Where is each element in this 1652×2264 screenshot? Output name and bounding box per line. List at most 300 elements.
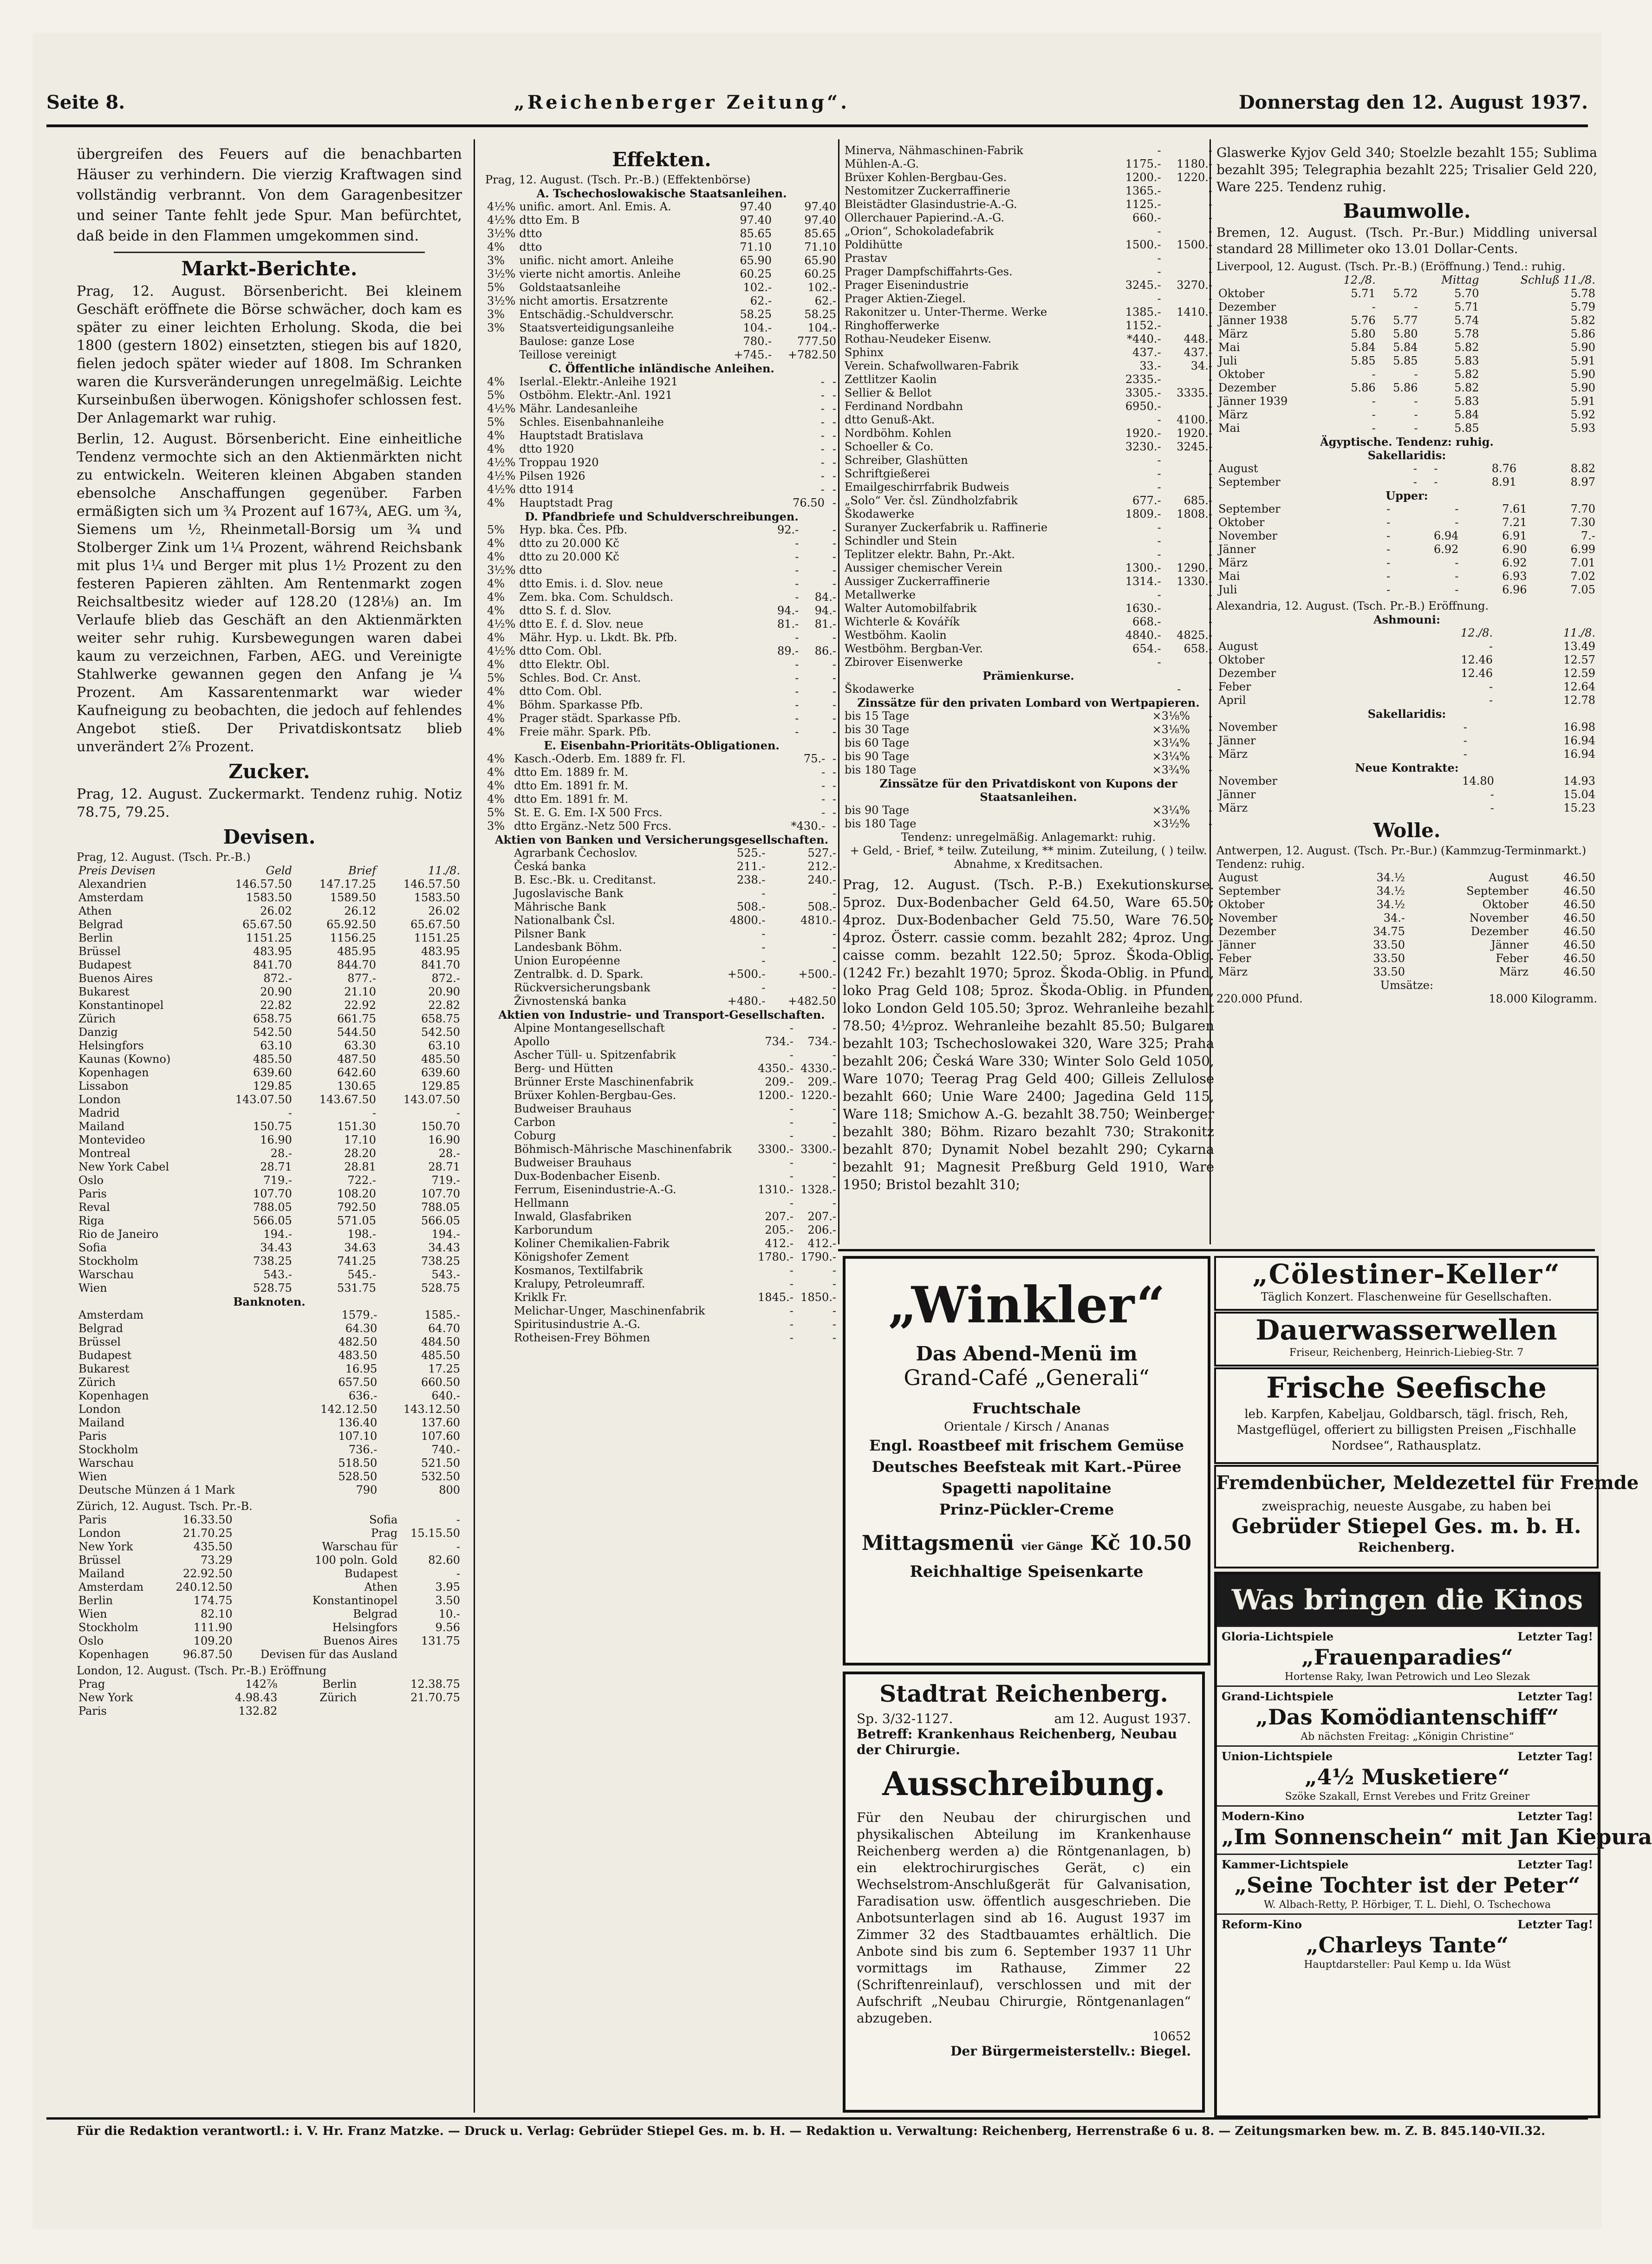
- table-cell: Dezember: [1470, 925, 1528, 938]
- currencies-title: Devisen.: [223, 826, 316, 848]
- table-cell: 62.-: [750, 294, 772, 307]
- table-cell: dtto zu 20.000 Kč: [519, 550, 619, 563]
- industry-row: [843, 575, 1214, 588]
- table-cell: 7.-: [1580, 529, 1595, 542]
- industry-row: [843, 252, 1214, 265]
- table-cell: 132.82: [238, 1705, 278, 1718]
- tender-date: am 12. August 1937.: [1054, 1711, 1191, 1726]
- table-cell: 1152.-: [1125, 319, 1161, 332]
- execution-prices: Prag, 12. August. (Tsch. P.-B.) Exekutionskurse. 5proz. Dux-Bodenbacher Geld 64.50, Ware 65.50; 4proz. Dux-Bodenbacher Geld 75.50, Ware 76.50; 4proz. Österr. cassie comm. bezahlt 282; 4proz. Ung. caisse comm. bezahlt 122.50; 5proz. Škoda-Oblig. (1242 Fr.) bezahlt 1970; 5proz. Škoda-Oblig. in Pfund, loko Prag Geld 108; 5proz. Škoda-Oblig. in Pfunden, loko London Geld 105.50; 3proz. Wehranleihe bezahlt 78.50; 4½proz. Wehranleihe bezahlt 85.50; Bulgaren bezahlt 103; Tschechoslowakei 320, Ware 325; Praha bezahlt 206; Česká Ware 330; Winter Solo Geld 1050, Ware 1070; Teerag Prag Geld 400; Gilleis Zellulose bezahlt 660; Unie Ware 2400; Jagedina Geld 115, Ware 118; Smichow A.-G. bezahlt 38.750; Weinberger bezahlt 380; Böhm. Rizaro bezahlt 730; Strakonitz bezahlt 870; Dynamit Nobel bezahlt 290; Cykarna bezahlt 91; Magnesit Preßburg Geld 1910, Ware 1950; Bristol bezahlt 310;: [843, 877, 1214, 1192]
- table-cell: [485, 1062, 512, 1075]
- industry-row: [843, 279, 1214, 292]
- table-cell: dtto: [519, 241, 542, 254]
- security-row: [485, 1156, 838, 1170]
- table-cell: Jänner 1938: [1218, 314, 1288, 327]
- wool-table: [1216, 871, 1597, 979]
- table-cell: -: [1208, 709, 1212, 722]
- table-cell: 16.98: [1563, 721, 1595, 734]
- table-cell: 2335.-: [1125, 373, 1161, 386]
- industry-row: [843, 171, 1214, 184]
- table-cell: London: [78, 1093, 121, 1106]
- table-cell: 1151.25: [414, 931, 460, 944]
- table-cell: 4%: [487, 779, 505, 792]
- table-cell: Stockholm: [78, 1443, 138, 1456]
- table-cell: 194.-: [431, 1228, 460, 1241]
- table-cell: -: [761, 981, 766, 994]
- industry-row: [843, 211, 1214, 225]
- table-cell: ×3½%: [1152, 817, 1190, 830]
- table-cell: [485, 954, 512, 968]
- table-cell: 58.25: [804, 308, 836, 321]
- security-row: [485, 348, 838, 362]
- table-cell: 89.-: [777, 644, 799, 657]
- upper-title: Upper:: [1385, 489, 1428, 502]
- table-cell: 5%: [487, 389, 505, 402]
- table-cell: 143.07.50: [403, 1093, 460, 1106]
- table-cell: ×3⅛%: [1152, 709, 1190, 722]
- table-cell: 94.-: [777, 604, 799, 617]
- table-cell: Bukarest: [78, 1362, 130, 1375]
- security-row: [485, 308, 838, 321]
- table-cell: -: [832, 1197, 836, 1210]
- zurich-row: [77, 1594, 462, 1607]
- industry-row: [843, 184, 1214, 198]
- table-cell: 5.84: [1393, 341, 1418, 354]
- table-cell: -: [1455, 502, 1459, 515]
- table-cell: dtto: [519, 564, 542, 577]
- table-cell: Sofia: [78, 1241, 107, 1254]
- table-cell: 722.-: [347, 1174, 376, 1187]
- table-cell: Goldstaatsanleihe: [519, 281, 621, 294]
- table-cell: 5.80: [1393, 327, 1418, 340]
- table-cell: Mühlen-A.-G.: [845, 157, 919, 170]
- cinema-entry-head: [1222, 1750, 1593, 1763]
- table-cell: [358, 1705, 462, 1718]
- table-cell: ×3¼%: [1152, 736, 1190, 749]
- table-header-cell: 11./8.: [1563, 626, 1595, 639]
- symbol-legend: + Geld, - Brief, * teilw. Zuteilung, ** minim. Zuteilung, ( ) teilw. Abnahme, x Kreditsachen.: [850, 844, 1207, 871]
- table-cell: 4%: [487, 793, 505, 806]
- table-cell: *430.-: [791, 820, 826, 833]
- table-cell: Oktober: [1218, 516, 1265, 529]
- table-cell: 33.-: [1139, 359, 1161, 372]
- table-cell: 4%: [487, 496, 505, 509]
- table-cell: 142.12.50: [320, 1403, 377, 1416]
- security-row: [485, 752, 838, 766]
- table-cell: -: [795, 698, 799, 711]
- currency-row: [77, 1106, 462, 1120]
- wool-row: [1216, 938, 1597, 952]
- table-cell: 487.50: [337, 1053, 376, 1066]
- table-cell: 15.15.50: [410, 1527, 460, 1540]
- table-cell: +482.50: [787, 995, 836, 1008]
- liverpool-row: [1216, 300, 1597, 314]
- table-cell: 719.-: [263, 1174, 292, 1187]
- table-cell: -: [1208, 615, 1212, 628]
- table-cell: 1151.25: [246, 931, 292, 944]
- table-cell: -: [789, 1116, 793, 1129]
- table-cell: Rotheisen-Frey Böhmen: [514, 1331, 650, 1344]
- table-cell: Stockholm: [78, 1255, 138, 1268]
- table-cell: 485.50: [421, 1053, 460, 1066]
- table-cell: November: [1218, 774, 1278, 787]
- security-row: [485, 981, 838, 995]
- winkler-name: „Winkler“: [888, 1276, 1165, 1334]
- table-cell: [485, 1210, 512, 1223]
- table-cell: 16.90: [428, 1133, 460, 1146]
- table-cell: 1583.50: [414, 891, 460, 904]
- table-cell: 7.70: [1570, 502, 1595, 515]
- table-cell: -: [795, 712, 799, 725]
- table-cell: Mailand: [78, 1416, 125, 1429]
- table-cell: 1630.-: [1125, 602, 1161, 615]
- table-cell: 3%: [487, 308, 505, 321]
- last-day-label: Letzter Tag!: [1517, 1690, 1593, 1703]
- table-cell: -: [832, 806, 836, 819]
- industry-row: [843, 292, 1214, 306]
- table-cell: +782.50: [787, 348, 836, 361]
- table-cell: 3.95: [435, 1581, 460, 1594]
- table-cell: Suranyer Zuckerfabrik u. Raffinerie: [845, 521, 1048, 534]
- table-cell: 81.-: [814, 618, 836, 631]
- table-cell: -: [832, 1116, 836, 1129]
- table-cell: Reval: [78, 1201, 110, 1214]
- security-row: [485, 914, 838, 927]
- table-cell: März: [1218, 556, 1248, 569]
- table-cell: August: [1489, 871, 1528, 884]
- table-cell: -: [1208, 454, 1212, 467]
- table-cell: -: [456, 1567, 460, 1580]
- table-cell: -: [832, 1021, 836, 1034]
- table-cell: 636.-: [348, 1389, 377, 1402]
- table-cell: [485, 1277, 512, 1291]
- table-cell: 4½%: [487, 469, 516, 482]
- table-cell: 1589.50: [330, 891, 376, 904]
- table-cell: Schles. Bod. Cr. Anst.: [519, 671, 641, 684]
- table-cell: [485, 1021, 512, 1035]
- table-cell: Konstantinopel: [312, 1594, 398, 1607]
- table-cell: Hyp. bka. Čes. Pfb.: [519, 523, 628, 536]
- table-cell: 412.-: [807, 1237, 836, 1250]
- industry-row: [843, 629, 1214, 642]
- security-row: [485, 254, 838, 267]
- table-cell: -: [832, 1170, 836, 1183]
- table-cell: -: [1414, 368, 1418, 381]
- table-cell: 129.85: [421, 1080, 460, 1093]
- table-header-row: [1216, 273, 1597, 287]
- column-3: [843, 144, 1214, 1240]
- securities-head: Prag, 12. August. (Tsch. Pr.-B.) (Effektenbörse): [485, 173, 751, 186]
- table-cell: 6.90: [1502, 543, 1527, 556]
- table-cell: -: [1157, 292, 1161, 305]
- table-cell: 82.10: [200, 1607, 233, 1620]
- table-cell: -: [820, 456, 825, 469]
- table-cell: [485, 981, 512, 995]
- table-cell: B. Esc.-Bk. u. Creditanst.: [514, 873, 657, 886]
- table-cell: 508.-: [736, 900, 766, 913]
- table-cell: Nordböhm. Kohlen: [845, 427, 952, 440]
- table-cell: Kosmanos, Textilfabrik: [514, 1264, 643, 1277]
- currency-row: [77, 1268, 462, 1282]
- table-cell: -: [832, 416, 836, 429]
- table-cell: 485.95: [337, 945, 376, 958]
- menu-item: Prinz-Pückler-Creme: [939, 1501, 1114, 1518]
- industry-row: [843, 400, 1214, 413]
- table-cell: 240.12.50: [176, 1581, 233, 1594]
- table-cell: Prager Dampfschiffahrts-Ges.: [845, 265, 1013, 278]
- table-cell: New York: [78, 1691, 133, 1704]
- seafish-sub: leb. Karpfen, Kabeljau, Goldbarsch, tägl. frisch, Reh, Mastgeflügel, offeriert zu billigsten Preisen „Fischhalle Nordsee“, Rathausplatz.: [1236, 1407, 1576, 1453]
- new-contract-row: [1216, 774, 1597, 788]
- table-cell: 4%: [487, 712, 505, 725]
- table-cell: London: [78, 1527, 121, 1540]
- table-cell: 3½%: [487, 564, 516, 577]
- table-cell: -: [789, 1048, 793, 1061]
- turnover-row: [1216, 992, 1597, 1006]
- table-cell: -: [832, 469, 836, 482]
- seafish-name: Frische Seefische: [1266, 1371, 1547, 1405]
- table-cell: September: [1218, 475, 1281, 488]
- cinema-entry-head: [1222, 1809, 1593, 1823]
- table-cell: -: [832, 456, 836, 469]
- table-cell: 238.-: [736, 873, 766, 886]
- table-cell: 3%: [487, 820, 505, 833]
- table-cell: -: [1414, 408, 1418, 421]
- table-cell: Belgrad: [353, 1607, 398, 1620]
- table-cell: 12.46: [1461, 653, 1493, 666]
- discount-title: Zinssätze für den Privatdiskont von Kupons der Staatsanleihen.: [879, 777, 1177, 804]
- currency-row: [77, 878, 462, 891]
- wool-row: [1216, 898, 1597, 911]
- table-cell: 28.71: [260, 1160, 292, 1173]
- table-cell: bis 30 Tage: [845, 723, 910, 736]
- table-cell: Berlin: [322, 1678, 357, 1691]
- table-cell: dtto 1920: [519, 442, 574, 455]
- banknote-row: [77, 1457, 462, 1470]
- discount-row: [843, 817, 1214, 831]
- last-day-label: Letzter Tag!: [1517, 1809, 1593, 1823]
- table-cell: -: [789, 1277, 793, 1290]
- table-cell: 484.50: [421, 1335, 460, 1348]
- currency-row: [77, 1080, 462, 1093]
- industry-row: [843, 481, 1214, 494]
- cinema-entry-head: [1222, 1630, 1593, 1643]
- industry-row: [843, 198, 1214, 211]
- table-cell: Agrarbank Čechoslov.: [514, 846, 637, 859]
- table-cell: September: [1466, 885, 1528, 898]
- table-cell: März: [1218, 748, 1248, 761]
- industry-row: [843, 467, 1214, 481]
- table-cell: 5.71: [1454, 300, 1479, 313]
- table-cell: Mähr. Landesanleihe: [519, 402, 638, 415]
- table-cell: Jänner: [1218, 938, 1256, 951]
- table-cell: 3335.-: [1177, 386, 1212, 399]
- table-cell: 3%: [487, 321, 505, 334]
- table-cell: 63.10: [428, 1039, 460, 1052]
- table-cell: 5.74: [1454, 314, 1479, 327]
- table-cell: -: [832, 981, 836, 994]
- table-cell: 198.-: [347, 1228, 376, 1241]
- security-row: [485, 1021, 838, 1035]
- table-cell: 5.84: [1454, 408, 1479, 421]
- table-cell: 209.-: [765, 1075, 793, 1088]
- table-cell: 21.70.75: [410, 1691, 460, 1704]
- table-cell: [485, 914, 512, 927]
- table-cell: 5.83: [1454, 395, 1479, 408]
- table-cell: 81.-: [777, 618, 799, 631]
- table-header-cell: [1216, 273, 1325, 287]
- table-cell: 4330.-: [800, 1062, 836, 1075]
- table-cell: 16.90: [260, 1133, 292, 1146]
- table-cell: 102.-: [807, 281, 836, 294]
- table-cell: -: [820, 483, 825, 496]
- tender-subject: Betreff: Krankenhaus Reichenberg, Neubau der Chirurgie.: [857, 1726, 1177, 1757]
- column-4: [1216, 144, 1597, 1240]
- cinema-house: Reform-Kino: [1222, 1918, 1302, 1931]
- table-cell: [485, 846, 512, 860]
- securities-section-table: [485, 752, 838, 833]
- tender-authority: Stadtrat Reichenberg.: [879, 1680, 1168, 1707]
- menu-item: Orientale / Kirsch / Ananas: [944, 1420, 1109, 1434]
- table-cell: Jänner: [1491, 938, 1528, 951]
- banknote-row: [77, 1308, 462, 1322]
- table-cell: 3305.-: [1125, 386, 1161, 399]
- table-cell: 5.82: [1454, 381, 1479, 394]
- table-cell: Feber: [1496, 952, 1528, 965]
- table-cell: [485, 941, 512, 954]
- turnover-left: 220.000 Pfund.: [1216, 992, 1303, 1005]
- table-cell: 240.-: [807, 873, 836, 886]
- table-cell: [485, 348, 517, 362]
- table-cell: -: [1157, 656, 1161, 669]
- table-cell: 104.-: [743, 321, 772, 334]
- table-cell: 4%: [487, 375, 505, 388]
- security-row: [485, 644, 838, 658]
- menu-item: Deutsches Beefsteak mit Kart.-Püree: [872, 1458, 1182, 1476]
- banknote-row: [77, 1430, 462, 1443]
- winkler-lunch-label: Mittagsmenü: [861, 1531, 1015, 1555]
- column-rule-2: [838, 139, 839, 1244]
- table-cell: November: [1218, 529, 1278, 542]
- table-cell: Berlin: [78, 1594, 113, 1607]
- table-cell: -: [820, 416, 825, 429]
- table-cell: Brünner Erste Maschinenfabrik: [514, 1075, 694, 1088]
- liverpool-row: [1216, 287, 1597, 300]
- table-cell: Budweiser Brauhaus: [514, 1102, 631, 1115]
- film-cast: W. Albach-Retty, P. Hörbiger, T. L. Diehl, O. Tschechowa: [1263, 1899, 1551, 1911]
- last-day-label: Letzter Tag!: [1517, 1918, 1593, 1931]
- table-cell: -: [795, 537, 799, 550]
- table-cell: Zem. bka. Com. Schuldsch.: [519, 591, 674, 604]
- table-cell: 1500.-: [1177, 238, 1212, 251]
- coelestiner-ad: [1214, 1256, 1599, 1311]
- table-cell: 532.50: [421, 1470, 460, 1483]
- table-cell: 5.91: [1570, 354, 1595, 367]
- table-cell: 740.-: [431, 1443, 460, 1456]
- table-cell: 1220.-: [1177, 171, 1212, 184]
- table-cell: -: [789, 1331, 793, 1344]
- table-cell: Dezember: [1218, 667, 1276, 680]
- table-cell: 194.-: [263, 1228, 292, 1241]
- industry-row: [843, 238, 1214, 252]
- table-cell: -: [832, 1102, 836, 1115]
- banknotes-title: Banknoten.: [233, 1295, 306, 1308]
- table-cell: 437.-: [1132, 346, 1161, 359]
- table-cell: 1125.-: [1125, 198, 1161, 211]
- upper-row: [1216, 529, 1597, 543]
- table-cell: dtto Ergänz.-Netz 500 Frcs.: [514, 820, 672, 833]
- industry-row: [843, 494, 1214, 507]
- industry-row: [843, 656, 1214, 669]
- table-cell: -: [832, 927, 836, 940]
- table-cell: 661.75: [337, 1012, 376, 1025]
- table-cell: 5%: [487, 416, 505, 429]
- table-cell: -: [1490, 801, 1494, 814]
- table-cell: -: [1208, 548, 1212, 561]
- table-cell: 736.-: [348, 1443, 377, 1456]
- table-cell: 137.60: [421, 1416, 460, 1429]
- tender-ref: Sp. 3/32-1127.: [857, 1711, 953, 1726]
- table-cell: 46.50: [1563, 871, 1595, 884]
- ashmouni-row: [1216, 653, 1597, 667]
- table-header-cell: Geld: [266, 864, 292, 877]
- table-cell: 100 poln. Gold: [314, 1554, 398, 1567]
- table-cell: 207.-: [765, 1210, 793, 1223]
- table-cell: 22.92.50: [182, 1567, 233, 1580]
- table-cell: -: [832, 752, 836, 765]
- table-cell: Zentralbk. d. D. Spark.: [514, 968, 644, 981]
- currency-row: [77, 1053, 462, 1066]
- coelestiner-name: „Cölestiner-Keller“: [1252, 1258, 1561, 1290]
- lombard-row: [843, 709, 1214, 723]
- security-row: [485, 1183, 838, 1197]
- table-cell: [485, 1035, 512, 1048]
- table-cell: 738.25: [253, 1255, 292, 1268]
- table-cell: 212.-: [807, 860, 836, 873]
- register-books-ad: [1214, 1465, 1639, 1568]
- table-cell: Oktober: [1218, 368, 1265, 381]
- winkler-menu-card: Reichhaltige Speisenkarte: [910, 1562, 1144, 1581]
- securities-section-title: A. Tschechoslowakische Staatsanleihen.: [536, 187, 787, 200]
- securities-sections: [485, 187, 838, 1345]
- currency-row: [77, 958, 462, 972]
- industry-row: [843, 359, 1214, 373]
- table-cell: 28.-: [270, 1147, 292, 1160]
- table-cell: 20.90: [260, 985, 292, 998]
- table-cell: 3½%: [487, 267, 516, 280]
- table-cell: 84.-: [814, 591, 836, 604]
- table-cell: -: [832, 725, 836, 738]
- table-cell: 143.12.50: [403, 1403, 460, 1416]
- table-cell: 205.-: [765, 1223, 793, 1236]
- table-cell: 6.99: [1570, 543, 1595, 556]
- currency-row: [77, 985, 462, 999]
- film-title: „Charleys Tante“: [1306, 1932, 1509, 1958]
- securities-section-title: Aktien von Banken und Versicherungsgesellschaften.: [494, 833, 829, 846]
- table-cell: Warschau für: [322, 1540, 398, 1553]
- table-cell: Belgrad: [78, 918, 124, 931]
- table-cell: 657.50: [338, 1376, 377, 1389]
- table-header-cell: Schluß 11./8.: [1520, 273, 1595, 286]
- currencies-head: Prag, 12. August. (Tsch. Pr.-B.): [77, 851, 251, 864]
- table-cell: 531.75: [337, 1282, 376, 1295]
- table-cell: 34.63: [344, 1241, 376, 1254]
- table-cell: 658.-: [1184, 642, 1212, 655]
- table-cell: 872.-: [431, 972, 460, 985]
- table-cell: Mailand: [78, 1120, 125, 1133]
- table-cell: Koliner Chemikalien-Fabrik: [514, 1237, 670, 1250]
- table-cell: März: [1218, 801, 1248, 814]
